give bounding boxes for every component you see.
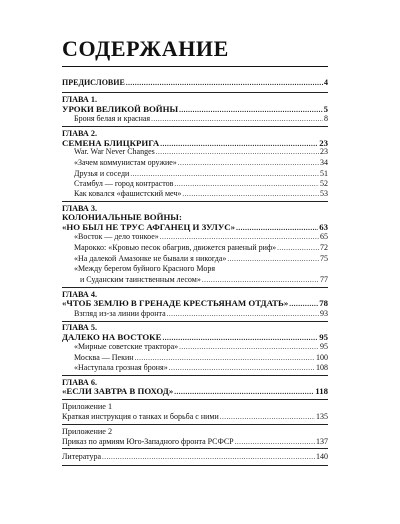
chapter-label: ГЛАВА 1. bbox=[62, 95, 98, 104]
toc-page-number: 63 bbox=[319, 222, 328, 232]
toc-entry-text: Приказ по армиям Юго-Западного фронта РСФСР bbox=[62, 437, 234, 446]
dot-leader bbox=[167, 308, 319, 320]
appendix-label: Приложение 1 bbox=[62, 402, 113, 411]
toc-entry-text: Друзья и соседи bbox=[74, 169, 130, 178]
toc-page-number: 118 bbox=[315, 386, 328, 396]
toc-entry-text: Стамбул — город контрастов bbox=[74, 179, 174, 188]
dot-leader bbox=[202, 274, 319, 286]
chapter-label: ГЛАВА 2. bbox=[62, 129, 98, 138]
toc-page-number: 78 bbox=[319, 298, 328, 308]
toc-page-number: 51 bbox=[320, 169, 328, 178]
toc-entry-text: War. War Never Changes bbox=[74, 147, 155, 156]
toc-entry-text: УРОКИ ВЕЛИКОЙ ВОЙНЫ bbox=[62, 104, 179, 114]
toc-entry-text: Краткая инструкция о танках и борьба с ними bbox=[62, 412, 219, 421]
toc-entry bbox=[74, 274, 328, 286]
toc-entry-appendix-2 bbox=[62, 436, 328, 448]
dot-leader bbox=[126, 77, 323, 89]
toc-entry-text: «Наступала грозная броня» bbox=[74, 363, 168, 372]
toc-entry-text: «ЧТОБ ЗЕМЛЮ В ГРЕНАДЕ КРЕСТЬЯНАМ ОТДАТЬ» bbox=[62, 298, 289, 308]
chapter-label: ГЛАВА 6. bbox=[62, 378, 98, 387]
toc-entry-text: Москва — Пекин bbox=[74, 353, 134, 362]
section-divider bbox=[62, 126, 328, 127]
toc-page-number: 5 bbox=[323, 104, 328, 114]
toc-page-number: 53 bbox=[320, 189, 328, 198]
chapter-label: ГЛАВА 5. bbox=[62, 323, 98, 332]
chapter-label: ГЛАВА 4. bbox=[62, 290, 98, 299]
title-rule bbox=[62, 66, 328, 67]
section-divider bbox=[62, 465, 328, 466]
chapter-label: ГЛАВА 3. bbox=[62, 204, 98, 213]
toc-entry-text: «Между берегом буйного Красного Моря bbox=[74, 264, 216, 273]
toc-entry-preface bbox=[62, 77, 328, 89]
toc-page-number: 23 bbox=[320, 147, 328, 156]
dot-leader bbox=[169, 362, 315, 374]
toc-page-number: 100 bbox=[316, 353, 328, 362]
toc-entry-text: «Восток — дело тонкое» bbox=[74, 232, 159, 241]
toc-entry-chapter-6 bbox=[62, 385, 328, 398]
toc-page-number: 34 bbox=[320, 158, 328, 167]
toc-page-number: 8 bbox=[324, 114, 328, 123]
toc-page-number: 108 bbox=[316, 363, 328, 372]
toc-entry-text: «На далекой Амазонке не бывали я никогда» bbox=[74, 254, 227, 263]
toc-entry-text: «НО БЫЛ НЕ ТРУС АФГАНЕЦ И ЗУЛУС» bbox=[62, 222, 236, 232]
toc-entry-text: Литература bbox=[62, 452, 102, 461]
toc-entry-text: Как ковался «фашистский меч» bbox=[74, 189, 182, 198]
section-divider bbox=[62, 375, 328, 376]
toc-entry bbox=[74, 362, 328, 374]
toc-page-number: 4 bbox=[324, 78, 328, 87]
toc-entry-text: ПРЕДИСЛОВИЕ bbox=[62, 78, 125, 87]
toc-entry bbox=[74, 308, 328, 320]
toc-entry-text: «Зачем коммунистам оружие» bbox=[74, 158, 177, 167]
section-divider bbox=[62, 424, 328, 425]
toc-entry-appendix-1 bbox=[62, 411, 328, 423]
dot-leader bbox=[220, 411, 315, 423]
section-divider bbox=[62, 287, 328, 288]
toc-entry-text: Взгляд из-за линии фронта bbox=[74, 309, 166, 318]
toc-page-number: 95 bbox=[319, 332, 328, 342]
toc-page-number: 65 bbox=[320, 232, 328, 241]
toc-entry-text: ДАЛЕКО НА ВОСТОКЕ bbox=[62, 332, 162, 342]
dot-leader bbox=[102, 451, 315, 463]
dot-leader bbox=[151, 113, 323, 125]
toc-entry-literature bbox=[62, 451, 328, 463]
toc-entry bbox=[74, 113, 328, 125]
toc-entry-text: и Суданским таинственным лесом» bbox=[80, 275, 201, 284]
toc-page-number: 77 bbox=[320, 275, 328, 284]
toc-entry bbox=[74, 188, 328, 200]
section-divider bbox=[62, 92, 328, 93]
toc-entry-text: СЕМЕНА БЛИЦКРИГА bbox=[62, 138, 160, 148]
toc-page-number: 95 bbox=[320, 342, 328, 351]
dot-leader bbox=[182, 188, 319, 200]
dot-leader bbox=[227, 253, 319, 265]
appendix-label: Приложение 2 bbox=[62, 427, 113, 436]
dot-leader bbox=[174, 386, 314, 399]
chapter-title-line: КОЛОНИАЛЬНЫЕ ВОЙНЫ: bbox=[62, 212, 182, 222]
toc-page-number: 135 bbox=[316, 412, 328, 421]
toc-entry-text: «ЕСЛИ ЗАВТРА В ПОХОД» bbox=[62, 386, 174, 396]
toc-page-number: 93 bbox=[320, 309, 328, 318]
dot-leader bbox=[235, 436, 315, 448]
toc-entry-text: Марокко: «Кровью песок обагрив, движется раненый риф» bbox=[74, 243, 277, 252]
page-title: СОДЕРЖАНИЕ bbox=[62, 36, 229, 61]
toc-page-number: 52 bbox=[320, 179, 328, 188]
toc-page-number: 75 bbox=[320, 254, 328, 263]
toc-entry-text: Броня белая и красная bbox=[74, 114, 151, 123]
toc-entry-text: «Мирные советские трактора» bbox=[74, 342, 179, 351]
section-divider bbox=[62, 399, 328, 400]
toc-page-number: 140 bbox=[316, 452, 328, 461]
toc-page-number: 23 bbox=[319, 138, 328, 148]
section-divider bbox=[62, 321, 328, 322]
section-divider bbox=[62, 201, 328, 202]
section-divider bbox=[62, 448, 328, 449]
toc-page-number: 72 bbox=[320, 243, 328, 252]
toc-page-number: 137 bbox=[316, 437, 328, 446]
